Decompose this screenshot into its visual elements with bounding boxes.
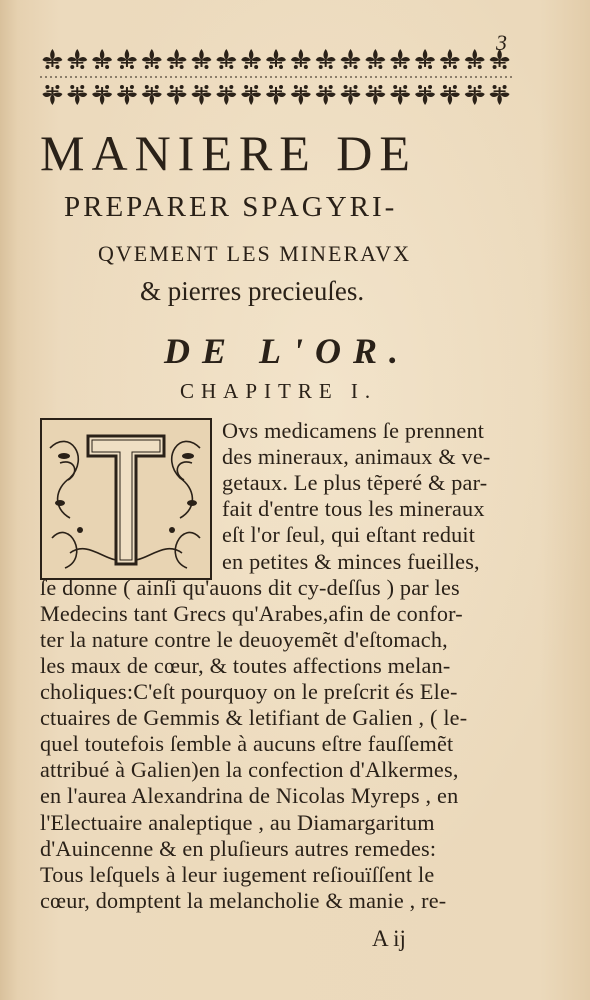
page-number: 3 bbox=[496, 30, 507, 55]
body-line: ſe donne ( ainſi qu'auons dit cy-deſſus ) par les bbox=[40, 574, 460, 600]
body-line: Tous leſquels à leur iugement reſiouïſſent le bbox=[40, 861, 435, 887]
body-line: ter la nature contre le deuoyemẽt d'eſtomach, bbox=[40, 626, 448, 652]
body-line: eſt l'or ſeul, qui eſtant reduit bbox=[222, 522, 476, 548]
body-line: en petites & minces fueilles, bbox=[222, 548, 480, 574]
body-line: quel toutefois ſemble à aucuns eſtre fauſſemẽt bbox=[40, 731, 454, 757]
body-line: fait d'entre tous les mineraux bbox=[222, 496, 485, 522]
fleuron-ornament-band bbox=[40, 44, 512, 110]
body-line: d'Auincenne & en pluſieurs autres remedes: bbox=[40, 835, 437, 861]
signature-mark: A ij bbox=[372, 926, 406, 951]
title-line-1: MANIERE DE bbox=[40, 125, 417, 181]
chapter-heading: CHAPITRE I. bbox=[180, 379, 378, 403]
body-line: Ovs medicamens ſe prennent bbox=[222, 418, 485, 443]
body-line: des mineraux, animaux & ve- bbox=[222, 444, 491, 470]
body-line: ctuaires de Gemmis & letifiant de Galien , ( le- bbox=[40, 705, 468, 731]
body-line: getaux. Le plus tẽperé & par- bbox=[222, 470, 488, 496]
title-line-2: PREPARER SPAGYRI- bbox=[64, 191, 398, 223]
body-line: cœur, domptent la melancholie & manie , re- bbox=[40, 887, 447, 913]
decorated-drop-cap-t bbox=[40, 418, 212, 580]
title-line-3: QVEMENT LES MINERAVX bbox=[98, 241, 411, 266]
title-line-4: & pierres precieuſes. bbox=[140, 276, 365, 306]
body-line: Medecins tant Grecs qu'Arabes,afin de confor- bbox=[40, 600, 463, 626]
section-title: DE L'OR. bbox=[164, 331, 411, 371]
body-line: choliques:C'eſt pourquoy on le preſcrit és Ele- bbox=[40, 679, 458, 704]
body-line: en l'aurea Alexandrina de Nicolas Myreps , en bbox=[40, 783, 459, 809]
body-line: attribué à Galien)en la confection d'Alkermes, bbox=[40, 757, 459, 783]
body-line: l'Electuaire analeptique , au Diamargaritum bbox=[40, 809, 435, 835]
body-line: les maux de cœur, & toutes affections melan- bbox=[40, 652, 451, 678]
